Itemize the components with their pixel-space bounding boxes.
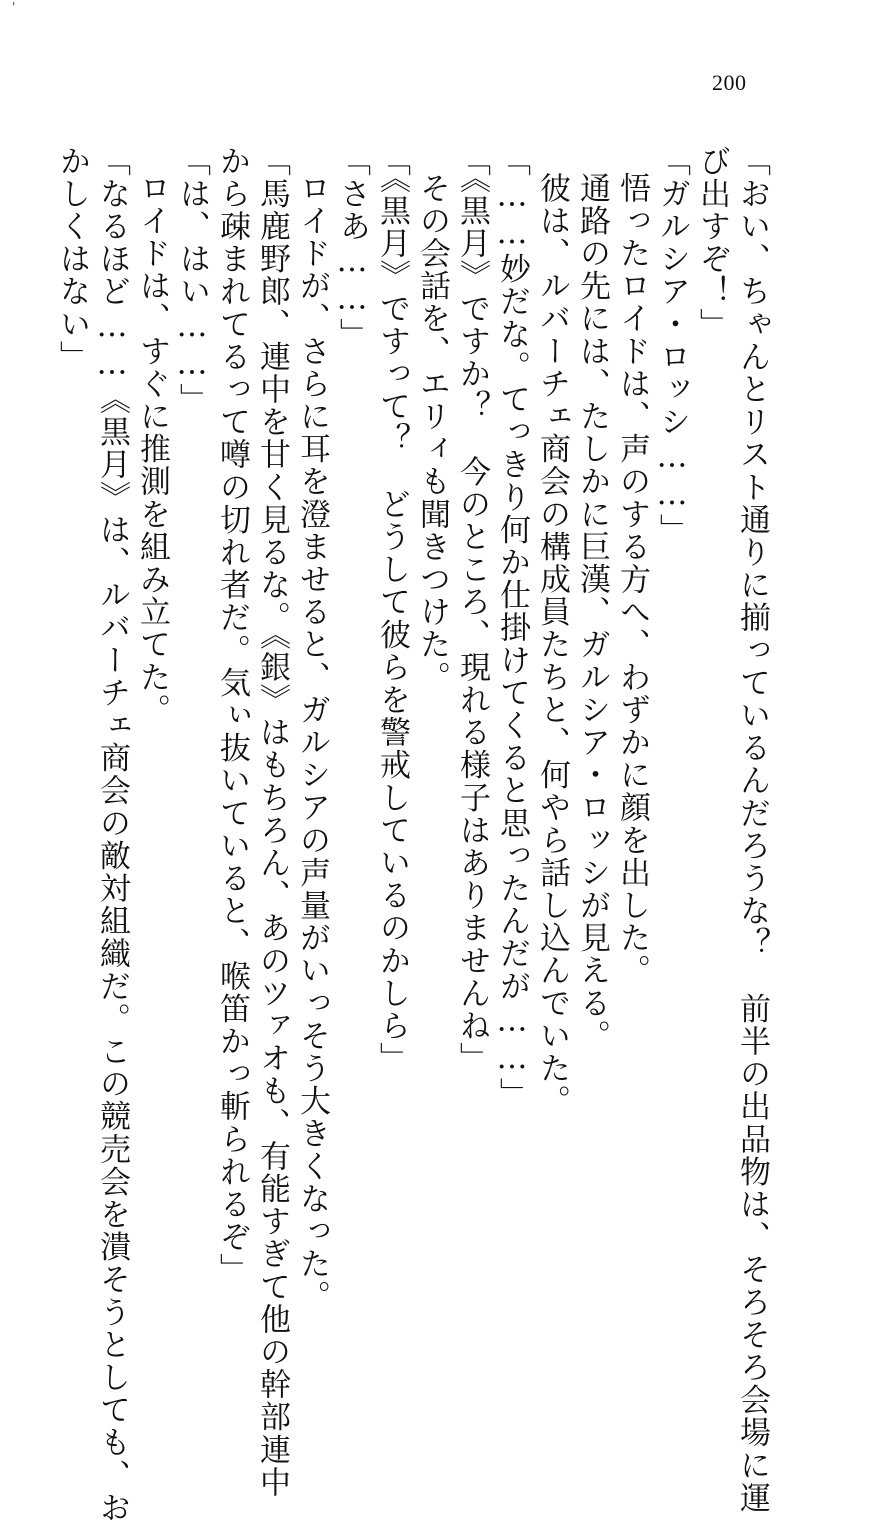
page-number: 200	[712, 70, 747, 95]
text-column-1: 「おい、ちゃんとリスト通りに揃っているんだろうな？ 前半の出品物は、そろそろ会場に運	[734, 145, 770, 1515]
top-mark: '	[12, 0, 16, 14]
text-column-5: 通路の先には、たしかに巨漢、ガルシア・ロッシが見える。	[574, 172, 610, 1053]
text-column-11: 「さあ……」	[334, 145, 370, 351]
text-column-4: 悟ったロイドは、声のする方へ、わずかに顔を出した。	[614, 172, 650, 987]
text-column-14: から疎まれてるって噂の切れ者だ。気ぃ抜いていると、喉笛かっ斬られるぞ」	[214, 145, 250, 1286]
text-column-10: 「《黒月》ですって？ どうして彼らを警戒しているのかしら」	[374, 145, 410, 1075]
text-column-9: その会話を、エリィも聞きつけた。	[414, 172, 450, 694]
text-column-12: ロイドが、さらに耳を澄ませると、ガルシアの声量がいっそう大きくなった。	[294, 172, 330, 1313]
text-column-17: 「なるほど……《黒月》は、ルバーチェ商会の敵対組織だ。この競売会を潰そうとしても、お	[94, 145, 130, 1524]
text-column-13: 「馬鹿野郎、連中を甘く見るな。《銀》はもちろん、あのツァオも、有能すぎて他の幹部連中	[254, 145, 290, 1499]
text-column-6: 彼は、ルバーチェ商会の構成員たちと、何やら話し込んでいた。	[534, 172, 570, 1118]
text-column-3: 「ガルシア・ロッシ……」	[654, 145, 690, 547]
text-column-8: 「《黒月》ですか？ 今のところ、現れる様子はありませんね」	[454, 145, 490, 1075]
text-column-2: び出すぞ！」	[694, 145, 730, 341]
text-column-18: かしくはない」	[54, 145, 90, 374]
text-column-16: ロイドは、すぐに推測を組み立てた。	[134, 172, 170, 727]
text-column-15: 「は、はい……」	[174, 145, 210, 416]
text-column-7: 「……妙だな。てっきり何か仕掛けてくると思ったんだが……」	[494, 145, 530, 1111]
